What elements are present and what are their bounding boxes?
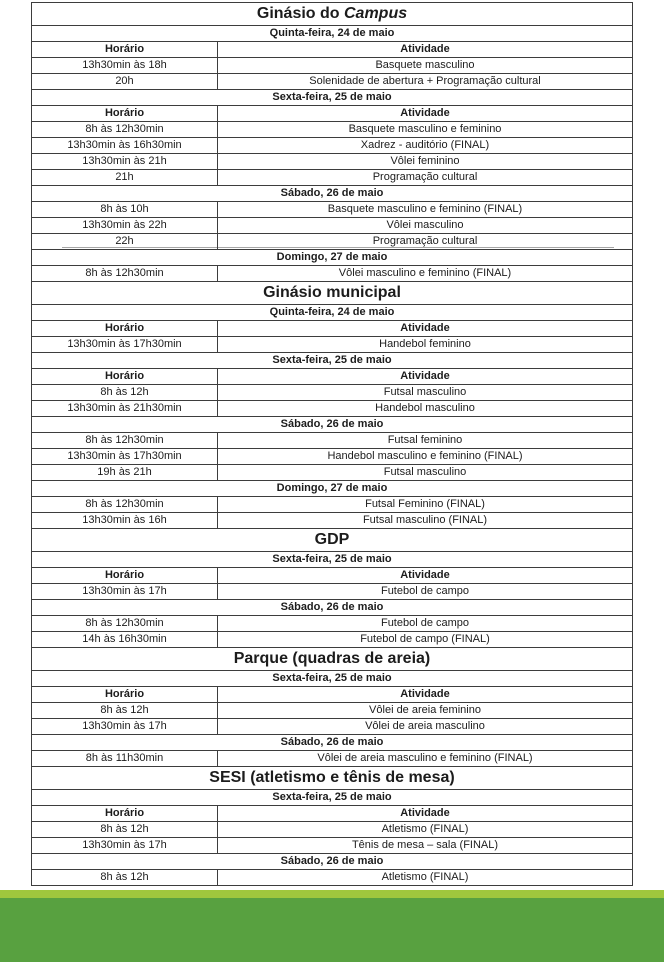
activity-cell: Vôlei de areia feminino [218, 703, 633, 719]
schedule-row [32, 401, 633, 417]
day-header: Sexta-feira, 25 de maio [32, 790, 633, 806]
schedule-table [31, 2, 633, 886]
day-header: Sexta-feira, 25 de maio [32, 552, 633, 568]
schedule-row [32, 202, 633, 218]
day-header-row [32, 552, 633, 568]
section-title-row [32, 529, 633, 552]
day-header: Domingo, 27 de maio [32, 481, 633, 497]
time-cell: 13h30min às 21h [32, 154, 218, 170]
schedule-row [32, 58, 633, 74]
time-cell: 8h às 11h30min [32, 751, 218, 767]
column-header-activity: Atividade [218, 568, 633, 584]
section-title-cell [32, 3, 633, 26]
time-cell: 13h30min às 16h30min [32, 138, 218, 154]
time-cell: 13h30min às 17h30min [32, 449, 218, 465]
schedule-row [32, 703, 633, 719]
day-header: Sábado, 26 de maio [32, 735, 633, 751]
section-title-italic: Campus [344, 5, 408, 22]
schedule-row [32, 616, 633, 632]
day-header: Quinta-feira, 24 de maio [32, 26, 633, 42]
time-cell: 8h às 12h30min [32, 616, 218, 632]
schedule-row [32, 385, 633, 401]
time-cell: 8h às 12h30min [32, 266, 218, 282]
activity-cell: Futsal masculino [218, 465, 633, 481]
schedule-row [32, 218, 633, 234]
activity-cell: Tênis de mesa – sala (FINAL) [218, 838, 633, 854]
time-cell: 8h às 12h [32, 870, 218, 886]
day-header: Sábado, 26 de maio [32, 600, 633, 616]
column-header-activity: Atividade [218, 42, 633, 58]
time-cell: 8h às 12h [32, 385, 218, 401]
schedule-row [32, 632, 633, 648]
activity-cell: Handebol masculino [218, 401, 633, 417]
section-title: Ginásio municipal [263, 284, 401, 301]
activity-cell: Basquete masculino [218, 58, 633, 74]
activity-cell: Futebol de campo [218, 584, 633, 600]
time-cell: 13h30min às 21h30min [32, 401, 218, 417]
activity-cell: Futsal masculino (FINAL) [218, 513, 633, 529]
column-header-row [32, 568, 633, 584]
section-title-row [32, 3, 633, 26]
column-header-time: Horário [32, 806, 218, 822]
activity-cell: Programação cultural [218, 234, 633, 250]
activity-cell: Vôlei feminino [218, 154, 633, 170]
time-cell: 8h às 12h [32, 822, 218, 838]
time-cell: 13h30min às 17h [32, 838, 218, 854]
time-cell: 21h [32, 170, 218, 186]
activity-cell: Basquete masculino e feminino [218, 122, 633, 138]
column-header-row [32, 321, 633, 337]
time-cell: 13h30min às 17h [32, 584, 218, 600]
section-title: GDP [314, 531, 350, 548]
page [0, 2, 664, 962]
activity-cell: Xadrez - auditório (FINAL) [218, 138, 633, 154]
activity-cell: Futsal Feminino (FINAL) [218, 497, 633, 513]
day-header-row [32, 305, 633, 321]
activity-cell: Handebol feminino [218, 337, 633, 353]
activity-cell: Handebol masculino e feminino (FINAL) [218, 449, 633, 465]
day-header-row [32, 90, 633, 106]
day-header: Sexta-feira, 25 de maio [32, 671, 633, 687]
time-cell: 13h30min às 22h [32, 218, 218, 234]
day-header-row [32, 353, 633, 369]
column-header-time: Horário [32, 687, 218, 703]
schedule-row [32, 465, 633, 481]
day-header-row [32, 790, 633, 806]
column-header-time: Horário [32, 568, 218, 584]
schedule-row [32, 433, 633, 449]
schedule-row [32, 497, 633, 513]
day-header-row [32, 735, 633, 751]
column-header-time: Horário [32, 42, 218, 58]
section-title-cell [32, 648, 633, 671]
time-cell: 8h às 12h30min [32, 122, 218, 138]
day-header: Sábado, 26 de maio [32, 186, 633, 202]
column-header-activity: Atividade [218, 321, 633, 337]
day-header-row [32, 26, 633, 42]
activity-cell: Solenidade de abertura + Programação cultural [218, 74, 633, 90]
column-header-row [32, 687, 633, 703]
schedule-row [32, 337, 633, 353]
schedule-row [32, 513, 633, 529]
day-header: Quinta-feira, 24 de maio [32, 305, 633, 321]
activity-cell: Futsal feminino [218, 433, 633, 449]
time-cell: 8h às 10h [32, 202, 218, 218]
activity-cell: Vôlei masculino e feminino (FINAL) [218, 266, 633, 282]
column-header-activity: Atividade [218, 369, 633, 385]
schedule-row [32, 751, 633, 767]
column-header-time: Horário [32, 369, 218, 385]
time-cell: 13h30min às 17h30min [32, 337, 218, 353]
day-header-row [32, 186, 633, 202]
column-header-row [32, 806, 633, 822]
footer-band [0, 898, 664, 962]
section-title-cell [32, 282, 633, 305]
time-cell: 13h30min às 17h [32, 719, 218, 735]
time-cell: 22h [32, 234, 218, 250]
activity-cell: Futebol de campo [218, 616, 633, 632]
day-header-row [32, 250, 633, 266]
section-title: Ginásio do [256, 5, 344, 22]
schedule-row [32, 170, 633, 186]
column-header-activity: Atividade [218, 806, 633, 822]
activity-cell: Atletismo (FINAL) [218, 822, 633, 838]
column-header-time: Horário [32, 106, 218, 122]
schedule-row [32, 584, 633, 600]
activity-cell: Vôlei masculino [218, 218, 633, 234]
schedule-row [32, 870, 633, 886]
column-header-time: Horário [32, 321, 218, 337]
day-header: Sábado, 26 de maio [32, 417, 633, 433]
time-cell: 19h às 21h [32, 465, 218, 481]
day-header-row [32, 671, 633, 687]
activity-cell: Vôlei de areia masculino e feminino (FINAL) [218, 751, 633, 767]
schedule-row [32, 138, 633, 154]
column-header-activity: Atividade [218, 106, 633, 122]
section-title-row [32, 282, 633, 305]
activity-cell: Atletismo (FINAL) [218, 870, 633, 886]
time-cell: 14h às 16h30min [32, 632, 218, 648]
activity-cell: Vôlei de areia masculino [218, 719, 633, 735]
column-header-row [32, 42, 633, 58]
time-cell: 13h30min às 18h [32, 58, 218, 74]
section-title: SESI (atletismo e tênis de mesa) [209, 769, 455, 786]
time-cell: 8h às 12h30min [32, 433, 218, 449]
column-header-activity: Atividade [218, 687, 633, 703]
day-header-row [32, 417, 633, 433]
schedule-row [32, 838, 633, 854]
section-title-row [32, 767, 633, 790]
footer-bar [0, 890, 664, 962]
section-title-cell [32, 767, 633, 790]
section-title-row [32, 648, 633, 671]
time-cell: 8h às 12h [32, 703, 218, 719]
day-header: Sexta-feira, 25 de maio [32, 353, 633, 369]
schedule-row [32, 449, 633, 465]
day-header: Domingo, 27 de maio [32, 250, 633, 266]
schedule-row [32, 74, 633, 90]
schedule-row [32, 234, 633, 250]
activity-cell: Futebol de campo (FINAL) [218, 632, 633, 648]
activity-cell: Programação cultural [218, 170, 633, 186]
day-header-row [32, 481, 633, 497]
time-cell: 8h às 12h30min [32, 497, 218, 513]
schedule-row [32, 154, 633, 170]
time-cell: 20h [32, 74, 218, 90]
day-header: Sexta-feira, 25 de maio [32, 90, 633, 106]
column-header-row [32, 369, 633, 385]
activity-cell: Futsal masculino [218, 385, 633, 401]
day-header-row [32, 600, 633, 616]
activity-cell: Basquete masculino e feminino (FINAL) [218, 202, 633, 218]
schedule-row [32, 122, 633, 138]
footer-accent-strip [0, 890, 664, 898]
schedule-row [32, 719, 633, 735]
section-title: Parque (quadras de areia) [233, 650, 431, 667]
day-header-row [32, 854, 633, 870]
schedule-row [32, 822, 633, 838]
day-header: Sábado, 26 de maio [32, 854, 633, 870]
column-header-row [32, 106, 633, 122]
time-cell: 13h30min às 16h [32, 513, 218, 529]
schedule-row [32, 266, 633, 282]
section-title-cell [32, 529, 633, 552]
